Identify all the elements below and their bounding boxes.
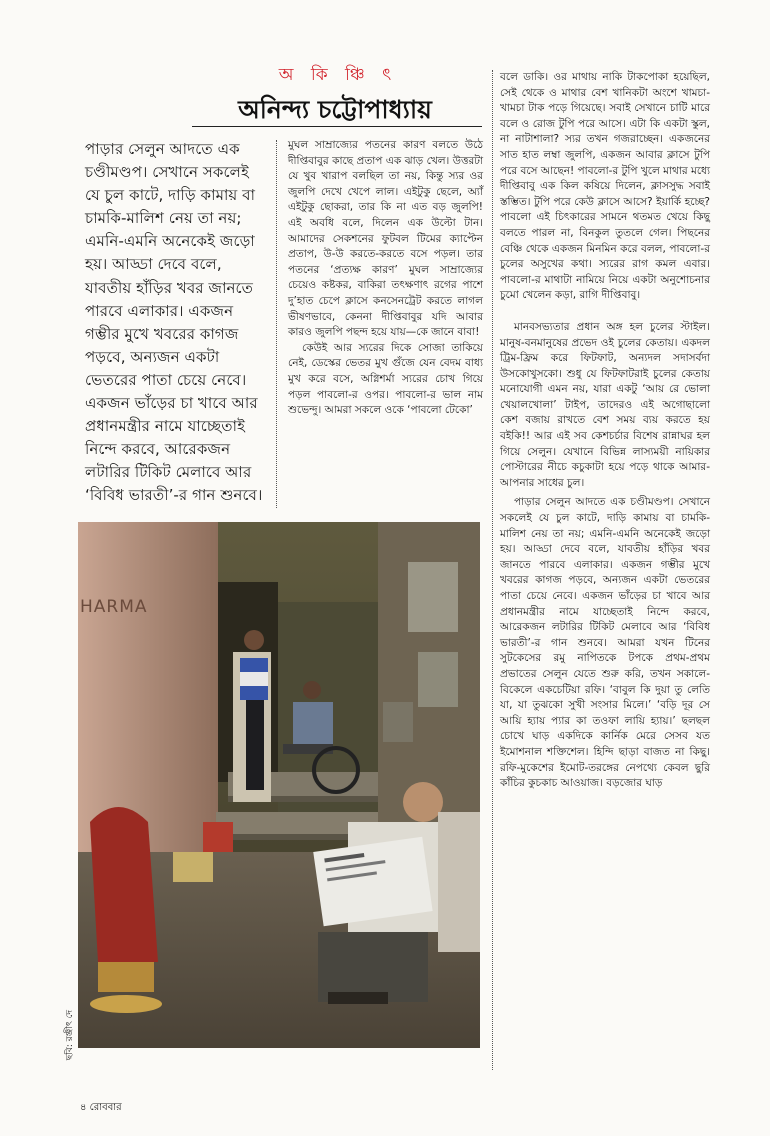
page-folio: ৪ রোববার [80, 1102, 122, 1113]
wall-sign-text: HARMA [80, 597, 148, 617]
column-divider [276, 140, 277, 508]
column-divider [492, 70, 493, 1070]
byline-rule [192, 126, 482, 127]
column-3-paragraph: পাড়ার সেলুন আদতে এক চণ্ডীমণ্ডপ। সেখানে সকলেই যে চুল কাটে, দাড়ি কামায় বা চামকি-মালিশ নেয় তা নয়; এমনি-এমনি অনেকেই জড়ো হয়। আড্ডা দেবে বলে, যাবতীয় হাঁড়ির খবর জানতে পারবে এলাকার। একজন গম্ভীর মুখে খবরের কাগজ পড়বে, অন্যজন একটা ভেতরের পাতা চেয়ে নেবে। একজন ভাঁড়ের চা খাবে আর প্রধানমন্ত্রীর নামে যাচ্ছেতাই নিন্দে করবে, আরেকজন লটারির টিকিট মেলাবে আর ‘বিবিধ ভারতী’-র গান শুনবে। আমরা যখন টিনের সুটকেসের রমু নাপিতকে টপকে প্রথম-প্রথম প্রভাতের সেলুন যেতে শুরু করি, তখন সকালে-বিকেলে একচেটিয়া রফি। ‘বাবুল কি দুয়া তু লেতি যা, যা তুঝকো সুখী সংসার মিলে।’ ‘বড়ি দূর সে আয়ি হ্যায় প্যার কা তওফা লায়ি হ্যায়।’ ছলছল চোখে ঘাড় একদিকে কার্নিক মেরে সেসব যত ইমোশনাল শক্তিশেল। হিন্দি ছাড়া বাজত না কিছু। রফি-মুকেশের ইমোট-তরঙ্গের নেপথ্যে কেবল ছুরি কাঁচির কুচকাচ আওয়াজ। বড়জোর ঘাড় [500, 496, 710, 790]
column-3-paragraph: মানবসভ্যতার প্রধান অঙ্গ হল চুলের স্টাইল। মানুষ-বনমানুষের প্রভেদ ওই চুলের কেতায়। একদল ট্রিম-ফ্রিম করে ফিটফাট, অন্যদল সদাসর্বদা উসকোখুসকো। শুধু যে ফিটফাটরাই চুলের কেতায় মনোযোগী এমন নয়, যারা একটু ‘আয় রে ভোলা খেয়ালখোলা’ টাইপ, তাদেরও এই অগোছালো কেশ বজায় রাখতে বেশ সময় ব্যয় করতে হয় বইকি!! আর এই সব কেশচর্চার বিশেষ রান্নাঘর হল গিয়ে সেলুন। যেখানে বিভিন্ন লাস্যময়ী নায়িকার পোস্টারের নীচে কচুকাটা হয়ে পড়ে থাকে আমার-আপনার সাধের চুল। [500, 320, 710, 489]
section-label: অ কি ঞ্চি ৎ [278, 65, 398, 85]
column-3 [500, 70, 710, 792]
author-byline: অনিন্দ্য চট্টোপাধ্যায় [238, 95, 432, 124]
column-3-paragraph: বলে ডাকি। ওর মাথায় নাকি টাকপোকা হয়েছিল, সেই থেকে ও মাথার বেশ খানিকটা অংশে খামচা-খামচা টাক পড়ে গিয়েছে। সবাই সেখানে চাটি মারে বলে ও রোজ টুপি পরে আসে। এটা কি একটা স্কুল, না নাটাশালা? স্যর তখন গজরাচ্ছেন। একজনের সাত হাত লম্বা জুলপি, একজন আবার ক্লাসে টুপি পরে বসে আছেন! পাবলো-র টুপি খুলে মাথার মধ্যে দীপ্তিবাবু এক কিল কষিয়ে দিলেন, ক্লাসসুদ্ধ সবাই স্তম্ভিত। টুপি পরে কেউ ক্লাসে আসে? ইয়ার্কি হচ্ছে? পাবলো এই চিৎকারের সামনে থতমত খেয়ে কিছু বলতে পারল না, বিনকুল তুতলে গেল। পিছনের বেঞ্চি থেকে একজন মিনমিন করে বলল, পাবলো-র চুলের অসুখের কথা। স্যরের রাগ কমল এবার। পাবলো-র মাথাটা নামিয়ে নিয়ে একটা অনুশোচনার চুমো খেলেন কড়া, রাগি দীপ্তিবাবু। [500, 71, 710, 302]
column-2-paragraph: মুঘল সাম্রাজ্যের পতনের কারণ বলতে উঠে দীপ্তিবাবুর কাছে প্রতাপ এক ঝাড় খেল। উত্তরটা যে খুব খারাপ বলছিল তা নয়, কিন্তু স্যর ওর জুলপি দেখে খেপে লাল। এইটুকু ছেলে, অ্যাঁ এইটুকু ছোকরা, তার কি না এত বড় জুলপি! এই অবধি বলে, দিলেন এক উল্টো টান। আমাদের সেকশনের ফুটবল টিমের ক্যাপ্টেন প্রতাপ, উ-উ করতে-করতে বসে পড়ল। তার পতনের ‘প্রত্যক্ষ কারণ’ মুঘল সাম্রাজ্যের চেয়েও কষ্টকর, বাকিরা তৎক্ষণাৎ রগের পাশে দু’হাত চেপে ক্লাসে কনসেনট্রেট করতে লাগল ভীষণভাবে, কেননা দীপ্তিবাবুর যদি আবার কারও জুলপি পছন্দ হয়ে যায়—কে জানে বাবা! [288, 139, 483, 339]
column-2-paragraph: কেউই আর স্যরের দিকে সোজা তাকিয়ে নেই, ডেস্কের ভেতর মুখ গুঁজে যেন বেদম বাধ্য মুখ করে বসে, অগ্নিশর্মা স্যরের চোখ গিয়ে পড়ল পাবলো-র ওপর। পাবলো-র ভাল নাম শুভেন্দু। আমরা সকলে ওকে ‘পাবলো টেকো’ [288, 341, 483, 417]
column-2 [288, 138, 483, 419]
intro-paragraph [85, 138, 265, 508]
intro-text: পাড়ার সেলুন আদতে এক চণ্ডীমণ্ডপ। সেখানে সকলেই যে চুল কাটে, দাড়ি কামায় বা চামকি-মালিশ নেয় তা নয়; এমনি-এমনি অনেকেই জড়ো হয়। আড্ডা দেবে বলে, যাবতীয় হাঁড়ির খবর জানতে পারবে এলাকার। একজন গম্ভীর মুখে খবরের কাগজ পড়বে, অন্যজন একটা ভেতরের পাতা চেয়ে নেবে। একজন ভাঁড়ের চা খাবে আর প্রধানমন্ত্রীর নামে যাচ্ছেতাই নিন্দে করবে, আরেকজন লটারির টিকিট মেলাবে আর ‘বিবিধ ভারতী’-র গান শুনবে। [85, 140, 263, 505]
barber-shop-photo [78, 522, 480, 1048]
photo-credit: ছবি: রঞ্জীৎ দে [65, 1010, 75, 1061]
